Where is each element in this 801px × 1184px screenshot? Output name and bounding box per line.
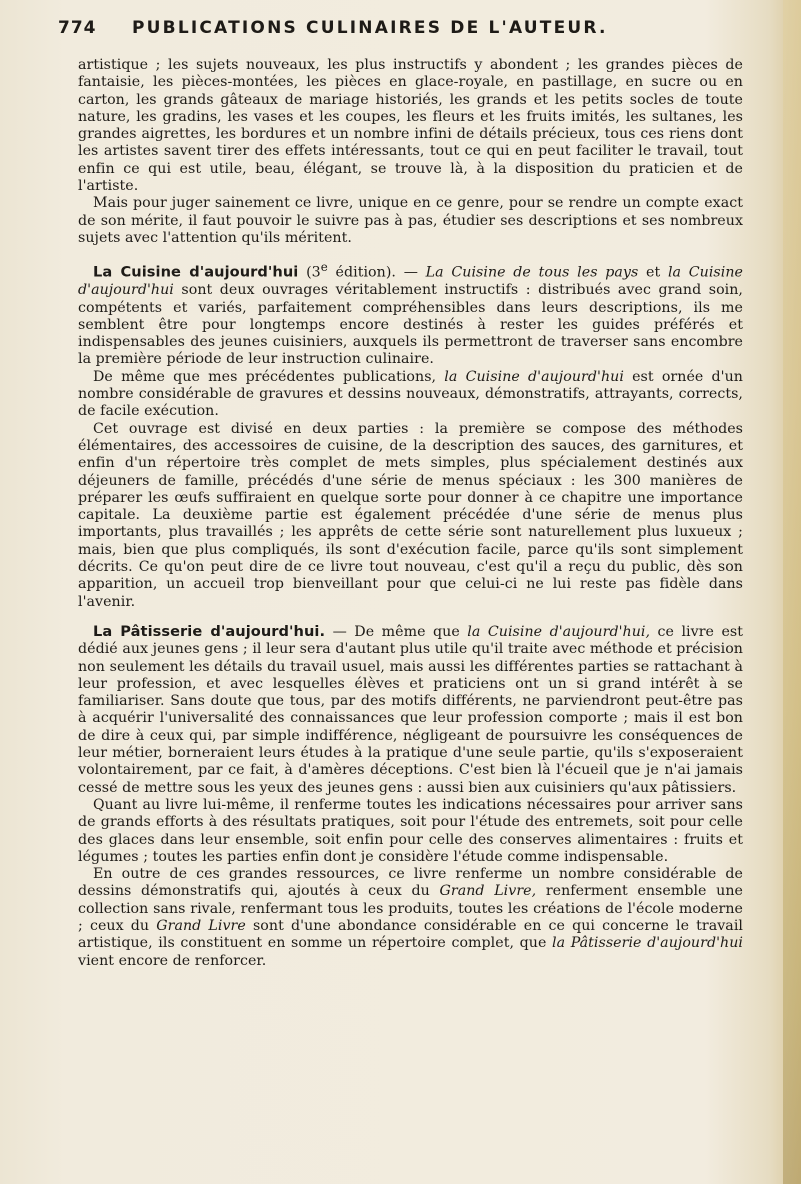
text-fragment: vient encore de renforcer. [78,952,267,969]
superscript: e [320,260,328,275]
page-number: 774 [58,18,97,38]
text-fragment: — De même que [325,623,468,640]
paragraph-cuisine-aujourdhui [78,259,743,369]
page-header [58,18,748,44]
italic-title: La Cuisine de tous les pays [425,265,639,281]
text-fragment: et [638,265,668,281]
paragraph [78,797,743,866]
italic-title: Grand Livre [156,917,246,934]
body-text [78,57,743,970]
text-fragment: renferment ensemble une collection sans rivale, renfermant tous les produits, toutes les créations de l'école moderne ; ceux du [78,883,743,934]
running-title: PUBLICATIONS CULINAIRES DE L'AUTEUR. [132,18,608,38]
paragraph [78,866,743,970]
paragraph-continued [78,57,743,195]
paragraph-patisserie-aujourdhui [78,623,743,797]
italic-title: la Pâtisserie d'aujourd'hui [552,935,743,952]
italic-title: Grand Livre, [439,883,537,900]
text-fragment: édition). — [327,265,426,281]
italic-title: la Cuisine d'aujourd'hui [78,265,743,299]
paragraph-text: Cet ouvrage est divisé en deux parties : la première se compose des méthodes élémentaires, des accessoires de cuisine, de la description des sauces, des garnitures, et enfin d'un répertoire très complet de mets simples, plus spécialement destinés aux déjeuners de famille, précédés d'une série de menus spéciaux : les 300 manières de préparer les œufs suffiraient en quelque sorte pour donner à ce chapitre une importance capitale. La deuxième partie est également précédée d'une série de menus plus importants, plus travaillés ; les apprêts de cette série sont naturellement plus luxueux ; mais, bien que plus compliqués, ils sont d'exécution facile, parce qu'ils sont simplement décrits. Ce qu'on peut dire de ce livre tout nouveau, c'est qu'il a reçu du public, dès son apparition, un accueil trop bienveillant pour que celui-ci ne lui reste pas fidèle dans l'avenir. [78,420,743,610]
page-edge-stain [783,0,801,1184]
paragraph [78,195,743,247]
text-fragment: En outre de ces grandes ressources, ce livre renferme un nombre considérable de dessins démonstratifs qui, ajoutés à ceux du [78,866,743,900]
text-fragment: sont d'une abondance considérable en ce qui concerne le travail artistique, ils constituent en somme un répertoire complet, que [78,917,743,952]
paragraph [78,421,743,611]
paragraph [78,369,743,421]
paragraph-text: artistique ; les sujets nouveaux, les plus instructifs y abondent ; les grandes pièces de fantaisie, les pièces-montées, les pièces en glace-royale, en pastillage, en sucre ou en carton, les grands gâteaux de mariage historiés, les grands et les petits socles de toute nature, les gradins, les vases et les coupes, les fleurs et les fruits imités, les sultanes, les grandes aigrettes, les bordures et un nombre infini de détails précieux, tous ces riens dont les artistes savent tirer des effets intéressants, tout ce qui en peut faciliter le travail, tout enfin ce qui est utile, beau, élégant, se trouve là, à la disposition du praticien et de l'artiste. [78,57,743,195]
paragraph-text: Mais pour juger sainement ce livre, unique en ce genre, pour se rendre un compte exact de son mérite, il faut pouvoir le suivre pas à pas, étudier ses descriptions et ses nombreux sujets avec l'attention qu'ils méritent. [78,195,743,246]
text-fragment: (3 [298,265,321,281]
italic-title: la Cuisine d'aujourd'hui [444,368,624,385]
text-fragment: sont deux ouvrages véritablement instructifs : distribués avec grand soin, compétents et variés, parfaitement compréhensibles dans leurs descriptions, ils me semblent être pour longtemps encore destinés à rester les guides préférés et indispensables des jeunes cuisiniers, auxquels ils permettront de traverser sans encombre la première période de leur instruction culinaire. [78,282,743,368]
text-fragment: est ornée d'un nombre considérable de gravures et dessins nouveaux, démonstratifs, attrayants, corrects, de facile exécution. [78,368,743,420]
text-fragment: ce livre est dédié aux jeunes gens ; il leur sera d'autant plus utile qu'il traite avec méthode et précision non seulement les détails du travail usuel, mais aussi les différentes parties se rattachant à leur profession, et avec lesquelles élèves et praticiens ont un si grand intérêt à se familiariser. Sans doute que tous, par des motifs différents, ne parviendront peut-être pas à acquérir l'universalité des connaissances que leur profession comporte ; mais il est bon de dire à ceux qui, par simple indifférence, négligeant de poursuivre les conséquences de leur métier, borneraient leurs études à la pratique d'une seule partie, qu'ils s'exposeraient volontairement, par ce fait, à d'amères déceptions. C'est bien là l'écueil que je n'ai jamais cessé de mettre sous les yeux des jeunes gens : aussi bien aux cuisiniers qu'aux pâtissiers. [78,623,743,796]
italic-title: la Cuisine d'aujourd'hui, [467,623,651,640]
book-title-cuisine: La Cuisine d'aujourd'hui [93,264,299,281]
book-title-patisserie: La Pâtisserie d'aujourd'hui. [93,622,326,640]
paragraph-text: Quant au livre lui-même, il renferme toutes les indications nécessaires pour arriver sans de grands efforts à des résultats pratiques, soit pour l'étude des entremets, soit pour celle des glaces dans leur ensemble, soit enfin pour celle des conserves alimentaires : fruits et légumes ; toutes les parties enfin dont je considère l'étude comme indispensable. [78,796,743,865]
text-fragment: De même que mes précédentes publications, [93,368,445,385]
